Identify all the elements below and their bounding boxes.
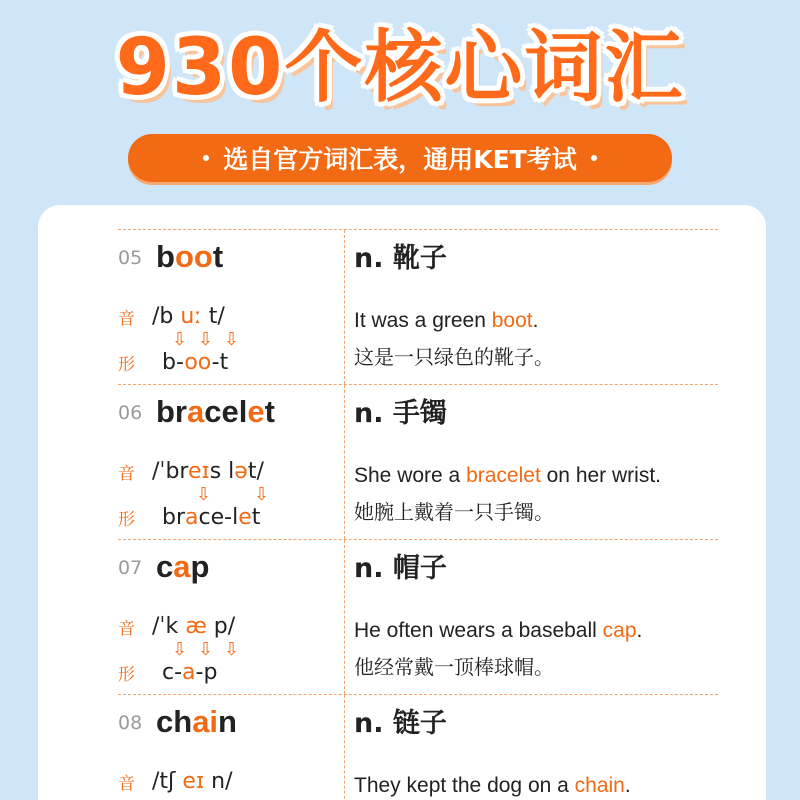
bullet-dot-icon — [591, 155, 597, 161]
mapping-arrows — [158, 640, 338, 662]
sound-label: 音 — [118, 619, 135, 639]
letters: She wore a — [354, 464, 467, 487]
column-divider — [344, 695, 345, 800]
highlight-letters: bracelet — [466, 464, 541, 487]
highlight-letters: boot — [491, 309, 533, 332]
letters: t — [212, 239, 224, 274]
highlight-letters: eɪ — [182, 769, 205, 794]
phonetic-transcription — [152, 769, 233, 795]
letters: b- — [162, 350, 185, 375]
entry-number: 07 — [118, 557, 143, 579]
letters: t/ — [201, 304, 225, 329]
letters: . — [532, 309, 539, 332]
highlight-letters: oo — [184, 350, 212, 375]
part-of-speech-meaning: n. 靴子 — [354, 243, 447, 274]
letters: ce-l — [198, 505, 239, 530]
example-sentence-en — [354, 308, 538, 334]
highlight-letters: e — [238, 505, 252, 530]
example-sentence-zh: 他经常戴一顶棒球帽。 — [354, 655, 554, 679]
headword — [156, 548, 209, 586]
headword — [156, 238, 223, 276]
letters: ch — [156, 704, 193, 739]
mapping-arrows — [158, 485, 338, 507]
sound-label: 音 — [118, 464, 135, 484]
vocab-entry-row — [118, 694, 718, 800]
vocabulary-card — [38, 205, 766, 800]
form-label: 形 — [118, 355, 135, 375]
letters: c — [156, 549, 174, 584]
syllable-split — [162, 350, 228, 376]
highlight-letters: e — [247, 394, 265, 429]
phonetic-transcription — [152, 459, 264, 485]
letters: br — [156, 394, 187, 429]
letters: n/ — [204, 769, 233, 794]
highlight-letters: a — [185, 505, 199, 530]
letters: br — [162, 505, 186, 530]
letters: b — [156, 239, 175, 274]
highlight-letters: a — [173, 549, 191, 584]
down-arrow-icon: ⇩ — [254, 484, 270, 505]
example-sentence-en — [354, 618, 642, 644]
down-arrow-icon: ⇩ — [198, 329, 214, 350]
sound-label: 音 — [118, 309, 135, 329]
syllable-split — [162, 660, 217, 686]
letters: p/ — [206, 614, 236, 639]
letters: p — [190, 549, 210, 584]
highlight-letters: æ — [185, 614, 207, 639]
vocab-entry-row — [118, 229, 718, 384]
highlight-letters: a — [182, 660, 196, 685]
letters: t/ — [247, 459, 264, 484]
letters: t — [251, 505, 261, 530]
letters: He often wears a baseball — [354, 619, 603, 642]
highlight-letters: eɪ — [188, 459, 210, 484]
example-sentence-en — [354, 463, 661, 489]
down-arrow-icon: ⇩ — [196, 484, 212, 505]
example-sentence-zh: 这是一只绿色的靴子。 — [354, 345, 554, 369]
subtitle-text: 选自官方词汇表，通用KET考试 — [223, 145, 577, 174]
example-sentence-en — [354, 773, 631, 799]
letters: . — [624, 774, 631, 797]
headword — [156, 703, 237, 741]
highlight-letters: oo — [174, 239, 213, 274]
down-arrow-icon: ⇩ — [224, 639, 240, 660]
letters: -t — [211, 350, 229, 375]
down-arrow-icon: ⇩ — [172, 329, 188, 350]
phonetic-transcription — [152, 304, 225, 330]
letters: on her wrist. — [540, 464, 662, 487]
part-of-speech-meaning: n. 手镯 — [354, 398, 447, 429]
column-divider — [344, 540, 345, 694]
letters: They kept the dog on a — [354, 774, 575, 797]
highlight-letters: a — [187, 394, 205, 429]
highlight-letters: chain — [574, 774, 625, 797]
page-title: 930个核心词汇 — [115, 23, 685, 113]
entry-number: 06 — [118, 402, 143, 424]
phonetic-transcription — [152, 614, 235, 640]
letters: /ˈk — [152, 614, 186, 639]
letters: s l — [209, 459, 235, 484]
column-divider — [344, 385, 345, 539]
letters: It was a green — [354, 309, 492, 332]
entry-number: 08 — [118, 712, 143, 734]
column-divider — [344, 230, 345, 384]
syllable-split — [162, 505, 260, 531]
letters: /ˈbr — [152, 459, 188, 484]
highlight-letters: ai — [192, 704, 219, 739]
letters: t — [264, 394, 275, 429]
part-of-speech-meaning: n. 链子 — [354, 708, 447, 739]
mapping-arrows — [158, 330, 338, 352]
letters: n — [218, 704, 237, 739]
highlight-letters: cap — [602, 619, 637, 642]
highlight-letters: uː — [180, 304, 202, 329]
vocab-entry-row — [118, 384, 718, 539]
vocab-entry-row — [118, 539, 718, 694]
headword — [156, 393, 275, 431]
down-arrow-icon: ⇩ — [172, 639, 188, 660]
letters: cel — [204, 394, 248, 429]
letters: . — [636, 619, 643, 642]
bullet-dot-icon — [203, 155, 209, 161]
example-sentence-zh: 她腕上戴着一只手镯。 — [354, 500, 554, 524]
part-of-speech-meaning: n. 帽子 — [354, 553, 447, 584]
form-label: 形 — [118, 510, 135, 530]
down-arrow-icon: ⇩ — [198, 639, 214, 660]
down-arrow-icon: ⇩ — [224, 329, 240, 350]
vocabulary-table — [118, 229, 718, 800]
sound-label: 音 — [118, 774, 135, 794]
highlight-letters: ə — [234, 459, 248, 484]
form-label: 形 — [118, 665, 135, 685]
letters: c- — [162, 660, 183, 685]
subtitle-banner — [128, 134, 672, 182]
entry-number: 05 — [118, 247, 143, 269]
letters: /b — [152, 304, 181, 329]
letters: /tʃ — [152, 769, 183, 794]
letters: -p — [195, 660, 218, 685]
